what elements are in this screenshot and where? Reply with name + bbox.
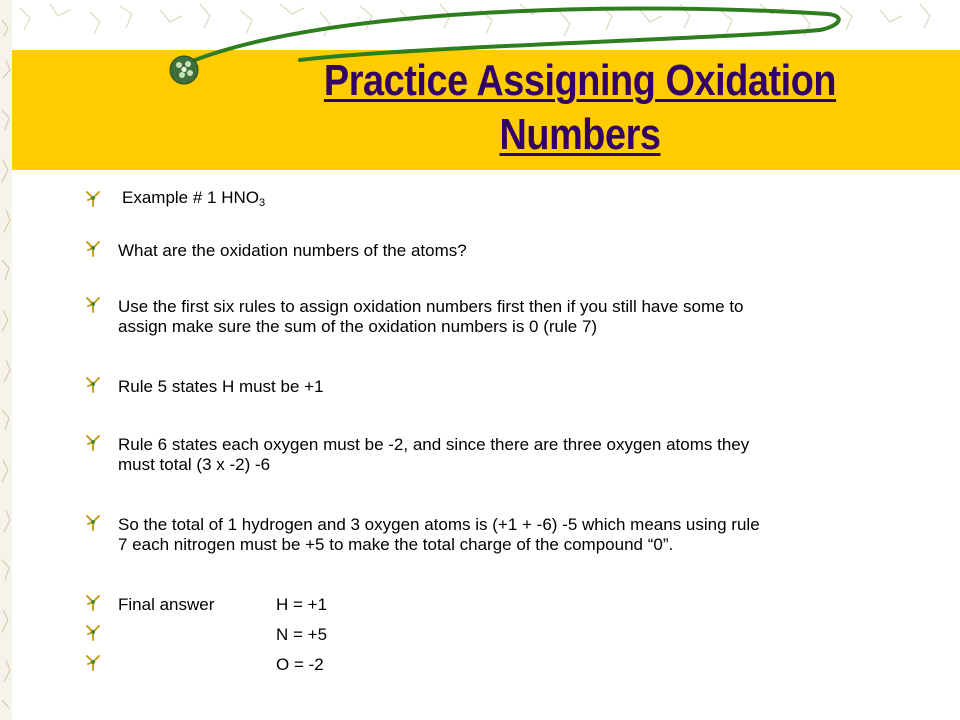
flower-bullet-icon (84, 623, 102, 641)
question-text: What are the oxidation numbers of the atoms? (118, 241, 467, 260)
flower-bullet-icon (84, 295, 102, 313)
title-bullet-icon (168, 54, 200, 86)
final-answer-label: Final answer (118, 595, 215, 614)
flower-bullet-icon (84, 593, 102, 611)
title-line-1: Practice Assigning Oxidation (323, 56, 837, 105)
flower-bullet-icon (84, 433, 102, 451)
final-n-value: N = +5 (276, 625, 328, 644)
title-line-2: Numbers (499, 110, 661, 159)
rule5-text: Rule 5 states H must be +1 (118, 377, 324, 396)
flower-bullet-icon (84, 189, 102, 207)
final-o-value: O = -2 (276, 655, 324, 674)
total-line-1: So the total of 1 hydrogen and 3 oxygen atoms is (+1 + -6) -5 which means using rule (118, 515, 760, 534)
example-prefix: Example # 1 HNO (122, 188, 259, 207)
slide-title (200, 54, 960, 162)
rule6-line-1: Rule 6 states each oxygen must be -2, and since there are three oxygen atoms they (118, 435, 750, 454)
example-text (122, 188, 882, 213)
final-o-row (118, 655, 878, 674)
flower-bullet-icon (84, 375, 102, 393)
total-line-2: 7 each nitrogen must be +5 to make the total charge of the compound “0”. (118, 535, 674, 554)
flower-bullet-icon (84, 239, 102, 257)
flower-bullet-icon (84, 653, 102, 671)
final-n-row (118, 625, 878, 644)
rule6-line-2: must total (3 x -2) -6 (118, 455, 271, 474)
example-subscript: 3 (259, 197, 266, 209)
final-answer-row (118, 595, 878, 614)
rules-line-2: assign make sure the sum of the oxidation numbers is 0 (rule 7) (118, 317, 598, 336)
rules-line-1: Use the first six rules to assign oxidation numbers first then if you still have some to (118, 297, 744, 316)
flower-bullet-icon (84, 513, 102, 531)
final-h-value: H = +1 (276, 595, 328, 614)
